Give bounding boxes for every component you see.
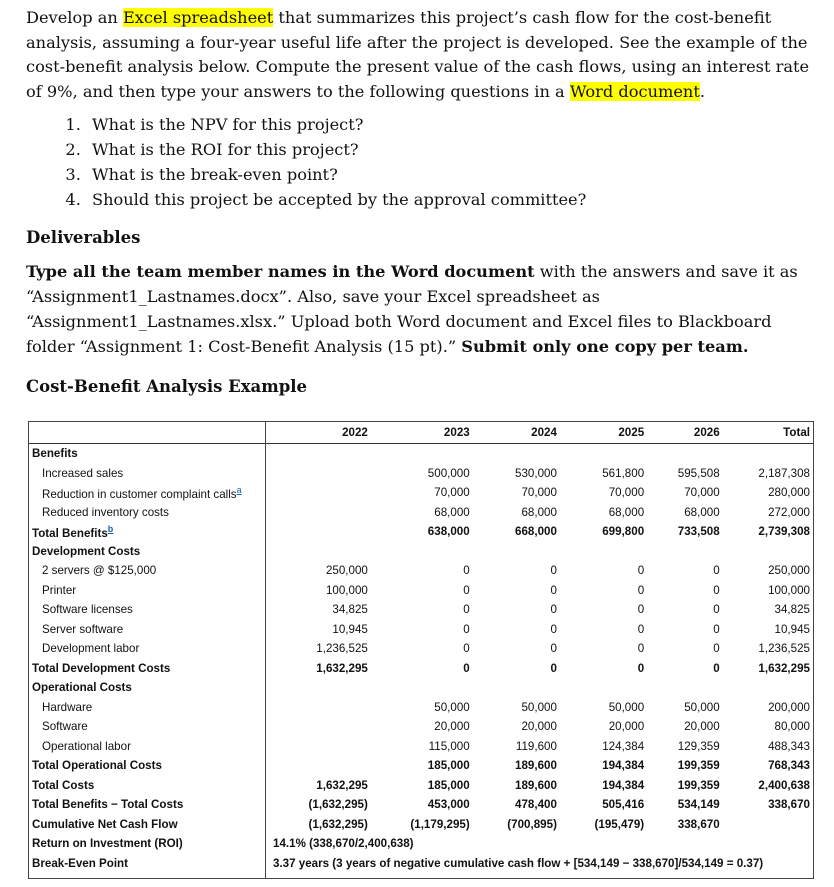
value-cell (724, 815, 814, 835)
value-cell: 0 (463, 622, 470, 636)
row-label-text: Development Costs (32, 544, 141, 558)
value-cell: 1,236,525 (758, 642, 810, 656)
row-label-text: Printer (42, 583, 77, 597)
value-cell: 20,000 (521, 720, 557, 734)
value-cell (648, 542, 724, 562)
value-cell (270, 698, 372, 718)
value-cell: (1,179,295) (410, 817, 470, 831)
highlight-word-document: Word document (569, 81, 700, 101)
row-label (28, 542, 270, 562)
roi-row (28, 834, 814, 854)
value-cell: 194,384 (602, 778, 645, 792)
intro-paragraph (26, 6, 816, 104)
value-cell: 199,359 (677, 759, 720, 773)
value-cell: 100,000 (768, 583, 810, 597)
value-cell: 194,384 (602, 759, 645, 773)
row-label (28, 581, 270, 601)
question-item: 2. What is the ROI for this project? (86, 137, 816, 162)
value-cell: 733,508 (677, 525, 720, 539)
value-cell: (1,632,295) (308, 817, 368, 831)
value-cell: 68,000 (521, 505, 557, 519)
value-cell: 68,000 (608, 505, 645, 519)
value-cell: 2,739,308 (758, 525, 810, 539)
value-cell: 100,000 (325, 583, 368, 597)
table-row (28, 561, 814, 581)
highlight-excel-spreadsheet: Excel spreadsheet (122, 8, 274, 27)
table-row (28, 717, 814, 737)
value-cell: 699,800 (602, 525, 645, 539)
assignment-document (26, 0, 816, 212)
table-header-row (28, 422, 814, 444)
cost-benefit-table (28, 421, 814, 873)
value-cell (724, 542, 814, 562)
value-cell: 2,400,638 (758, 778, 810, 792)
question-list (26, 112, 816, 212)
deliverables-heading: Deliverables (26, 228, 141, 247)
deliverables-paragraph (26, 259, 816, 359)
table-row (28, 581, 814, 601)
value-cell: 0 (637, 564, 645, 578)
value-cell: 0 (463, 603, 470, 617)
footnote-link[interactable]: a (236, 484, 242, 495)
row-label (28, 444, 270, 464)
table-row (28, 678, 814, 698)
value-cell: 70,000 (684, 486, 720, 500)
value-cell: 0 (713, 622, 720, 636)
value-cell: 50,000 (521, 700, 557, 714)
value-cell: 595,508 (677, 466, 720, 480)
value-cell: (195,479) (594, 817, 645, 831)
value-cell: 185,000 (427, 778, 470, 792)
roi-label: Return on Investment (ROI) (32, 837, 183, 851)
table-row (28, 795, 814, 815)
row-label-text: Software (42, 720, 88, 734)
value-cell: 272,000 (768, 505, 810, 519)
value-cell (724, 678, 814, 698)
value-cell: 0 (637, 661, 645, 675)
row-label-text: Software licenses (42, 603, 133, 617)
breakeven-value: 3.37 years (3 years of negative cumulative cash flow + [534,149 − 338,670]/534,149 = 0.37) (273, 856, 764, 870)
column-header: 2024 (474, 422, 561, 444)
value-cell: 1,632,295 (316, 661, 368, 675)
value-cell: 0 (713, 564, 720, 578)
roi-value: 14.1% (338,670/2,400,638) (273, 837, 414, 851)
row-label-text: Total Benefits − Total Costs (32, 798, 184, 812)
value-cell: 0 (463, 642, 470, 656)
value-cell: 668,000 (515, 525, 557, 539)
intro-text-3: . (699, 81, 706, 101)
row-label-text: Server software (42, 622, 124, 636)
row-label-text: Development labor (42, 642, 140, 656)
value-cell: 338,670 (768, 798, 810, 812)
deliverables-text: with the answers and save it as “Assignment1_Lastnames.docx”. Also, save your Excel spreadsheet as “Assignment1_Lastnames.xlsx.” Upload both Word document and Excel files to Blackboard folder “Assignment 1: Cost-Benefit Analysis (15 pt).” (26, 262, 798, 356)
column-header: 2026 (648, 422, 724, 444)
value-cell: 10,945 (332, 622, 368, 636)
table-row (28, 542, 814, 562)
row-label (28, 522, 270, 542)
value-cell (270, 522, 372, 542)
value-cell: 70,000 (608, 486, 645, 500)
value-cell: 478,400 (515, 798, 557, 812)
table-row (28, 600, 814, 620)
value-cell: 50,000 (684, 700, 720, 714)
value-cell: 34,825 (774, 603, 810, 617)
value-cell: 0 (550, 583, 557, 597)
value-cell: 1,236,525 (316, 642, 368, 656)
table-row (28, 698, 814, 718)
table-row (28, 620, 814, 640)
value-cell: 0 (550, 622, 557, 636)
value-cell: 638,000 (427, 525, 470, 539)
row-label (28, 659, 270, 679)
value-cell: 185,000 (427, 759, 470, 773)
value-cell: 200,000 (768, 700, 810, 714)
value-cell: 250,000 (325, 564, 368, 578)
table-row (28, 815, 814, 835)
table-row (28, 737, 814, 757)
value-cell (372, 444, 474, 464)
value-cell: 70,000 (434, 486, 470, 500)
value-cell: 0 (463, 564, 470, 578)
value-cell: 505,416 (602, 798, 645, 812)
value-cell: 488,343 (768, 739, 810, 753)
table-row (28, 444, 814, 464)
value-cell: 0 (637, 583, 645, 597)
table-row (28, 522, 814, 542)
row-label-text: Total Operational Costs (32, 759, 162, 773)
intro-text-1: Develop an (26, 8, 123, 27)
row-label (28, 600, 270, 620)
question-item: 1. What is the NPV for this project? (86, 112, 816, 137)
value-cell (270, 756, 372, 776)
value-cell (270, 737, 372, 757)
row-label (28, 698, 270, 718)
value-cell (561, 678, 648, 698)
value-cell: 68,000 (684, 505, 720, 519)
value-cell (648, 678, 724, 698)
row-label (28, 620, 270, 640)
value-cell: 34,825 (332, 603, 368, 617)
value-cell (648, 444, 724, 464)
column-header: 2025 (561, 422, 648, 444)
value-cell: 199,359 (677, 778, 720, 792)
row-label (28, 503, 270, 523)
value-cell (474, 678, 561, 698)
breakeven-label: Break-Even Point (32, 856, 128, 870)
value-cell: 80,000 (774, 720, 810, 734)
value-cell: 0 (637, 622, 645, 636)
row-label-text: Operational Costs (32, 681, 132, 695)
value-cell: 129,359 (677, 739, 720, 753)
table-row (28, 639, 814, 659)
value-cell: 0 (637, 642, 645, 656)
value-cell: 530,000 (515, 466, 557, 480)
value-cell: 0 (713, 603, 720, 617)
table-row (28, 483, 814, 503)
value-cell: 68,000 (434, 505, 470, 519)
deliverables-bold-2: Submit only one copy per team. (461, 337, 749, 356)
footnote-link[interactable]: b (107, 523, 114, 534)
value-cell: 119,600 (515, 739, 557, 753)
value-cell: 1,632,295 (758, 661, 810, 675)
value-cell (270, 444, 372, 464)
value-cell: 124,384 (602, 739, 645, 753)
row-label-text: Hardware (42, 700, 93, 714)
value-cell: (1,632,295) (308, 798, 368, 812)
value-cell (561, 444, 648, 464)
row-label (28, 815, 270, 835)
value-cell: 0 (550, 661, 557, 675)
value-cell: 0 (637, 603, 645, 617)
value-cell: 280,000 (768, 486, 810, 500)
value-cell: 768,343 (768, 759, 810, 773)
row-label-text: Total Costs (32, 778, 95, 792)
column-header: 2023 (372, 422, 474, 444)
value-cell (270, 678, 372, 698)
row-label (28, 639, 270, 659)
row-label (28, 561, 270, 581)
table-divider (265, 421, 266, 879)
value-cell: 2,187,308 (758, 466, 810, 480)
row-label (28, 483, 270, 503)
value-cell (270, 464, 372, 484)
value-cell: 0 (550, 603, 557, 617)
value-cell: 10,945 (774, 622, 810, 636)
value-cell (372, 542, 474, 562)
question-item: 4. Should this project be accepted by the approval committee? (86, 187, 816, 212)
value-cell: 250,000 (768, 564, 810, 578)
row-label-text: Benefits (32, 447, 78, 461)
value-cell: 561,800 (602, 466, 645, 480)
value-cell: 20,000 (608, 720, 645, 734)
value-cell: 70,000 (521, 486, 557, 500)
value-cell: 0 (713, 583, 720, 597)
row-label (28, 717, 270, 737)
value-cell: 500,000 (427, 466, 470, 480)
row-label (28, 678, 270, 698)
row-label-text: Reduced inventory costs (42, 505, 169, 519)
value-cell (372, 678, 474, 698)
value-cell: 0 (550, 642, 557, 656)
value-cell (270, 542, 372, 562)
value-cell (270, 483, 372, 503)
table-row (28, 659, 814, 679)
column-header: 2022 (270, 422, 372, 444)
column-header (28, 422, 270, 444)
value-cell: (700,895) (507, 817, 557, 831)
value-cell: 50,000 (608, 700, 645, 714)
value-cell: 0 (713, 661, 720, 675)
row-label-text: Operational labor (42, 739, 131, 753)
row-label-text: Reduction in customer complaint calls (42, 487, 237, 501)
value-cell: 189,600 (515, 778, 557, 792)
value-cell (474, 542, 561, 562)
value-cell: 453,000 (427, 798, 470, 812)
row-label-text: Total Benefits (32, 526, 108, 540)
value-cell (561, 542, 648, 562)
table-row (28, 503, 814, 523)
value-cell: 50,000 (434, 700, 470, 714)
value-cell: 1,632,295 (316, 778, 368, 792)
row-label (28, 795, 270, 815)
example-heading: Cost-Benefit Analysis Example (26, 377, 307, 396)
row-label (28, 756, 270, 776)
column-header: Total (724, 422, 814, 444)
table-row (28, 464, 814, 484)
row-label-text: Total Development Costs (32, 661, 171, 675)
value-cell: 0 (550, 564, 557, 578)
value-cell: 20,000 (684, 720, 720, 734)
table-row (28, 756, 814, 776)
row-label (28, 737, 270, 757)
value-cell (474, 444, 561, 464)
row-label-text: Cumulative Net Cash Flow (32, 817, 178, 831)
row-label-text: Increased sales (42, 466, 124, 480)
intro-text-2: that summarizes this project’s cash flow for the cost-benefit analysis, assuming a four-year useful life after the project is developed. See the example of the cost-benefit analysis below. Compute the present value of the cash flows, using an interest rate of 9%, and then type your answers to the following questions in a (26, 8, 810, 101)
value-cell: 0 (713, 642, 720, 656)
value-cell (270, 503, 372, 523)
value-cell: 115,000 (428, 739, 470, 753)
value-cell: 534,149 (677, 798, 720, 812)
value-cell: 338,670 (677, 817, 720, 831)
breakeven-row (28, 854, 814, 874)
question-item: 3. What is the break-even point? (86, 162, 816, 187)
value-cell (270, 717, 372, 737)
value-cell: 0 (463, 661, 470, 675)
deliverables-bold-1: Type all the team member names in the Word document (26, 262, 535, 281)
row-label-text: 2 servers @ $125,000 (42, 564, 157, 578)
value-cell: 20,000 (434, 720, 470, 734)
value-cell: 189,600 (515, 759, 557, 773)
row-label (28, 776, 270, 796)
row-label (28, 464, 270, 484)
table-row (28, 776, 814, 796)
value-cell (724, 444, 814, 464)
value-cell: 0 (463, 583, 470, 597)
